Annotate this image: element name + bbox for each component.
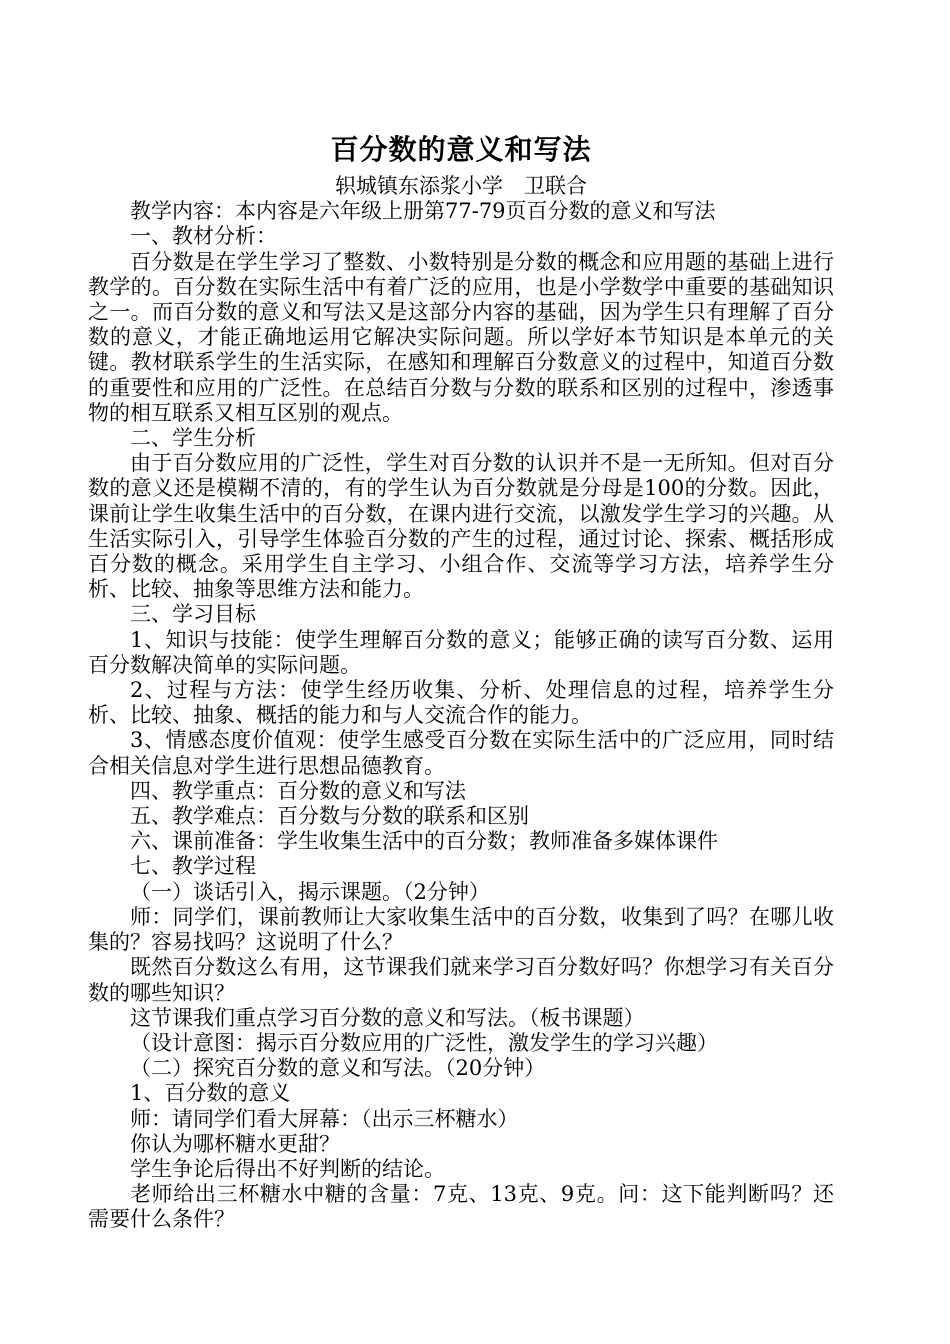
paragraph: 2、过程与方法：使学生经历收集、分析、处理信息的过程，培养学生分析、比较、抽象、概括的能力和与人交流合作的能力。	[88, 678, 834, 728]
paragraph: 由于百分数应用的广泛性，学生对百分数的认识并不是一无所知。但对百分数的意义还是模糊不清的，有的学生认为百分数就是分母是100的分数。因此，课前让学生收集生活中的百分数，在课内进行交流，以激发学生学习的兴趣。从生活实际引入，引导学生体验百分数的产生的过程，通过讨论、探索、概括形成百分数的概念。采用学生自主学习、小组合作、交流等学习方法，培养学生分析、比较、抽象等思维方法和能力。	[88, 451, 834, 602]
subsection-heading: （一）谈话引入，揭示课题。（2分钟）	[130, 879, 490, 904]
paragraph: 教学内容：本内容是六年级上册第77-79页百分数的意义和写法	[130, 199, 716, 224]
paragraph: 你认为哪杯糖水更甜？	[130, 1131, 340, 1156]
paragraph: 老师给出三杯糖水中糖的含量：7克、13克、9克。问：这下能判断吗？还需要什么条件？	[88, 1182, 834, 1232]
section-heading: 四、教学重点：百分数的意义和写法	[130, 778, 466, 803]
document-body	[88, 199, 834, 1232]
paragraph: 既然百分数这么有用，这节课我们就来学习百分数好吗？你想学习有关百分数的哪些知识？	[88, 955, 834, 1005]
document-title: 百分数的意义和写法	[330, 133, 592, 166]
paragraph: 3、情感态度价值观：使学生感受百分数在实际生活中的广泛应用，同时结合相关信息对学生进行思想品德教育。	[88, 728, 834, 778]
paragraph: 这节课我们重点学习百分数的意义和写法。（板书课题）	[130, 1005, 645, 1030]
paragraph: 师：请同学们看大屏幕：（出示三杯糖水）	[130, 1106, 519, 1131]
paragraph: 百分数是在学生学习了整数、小数特别是分数的概念和应用题的基础上进行教学的。百分数在实际生活中有着广泛的应用，也是小学数学中重要的基础知识之一。而百分数的意义和写法又是这部分内容的基础，因为学生只有理解了百分数的意义，才能正确地运用它解决实际问题。所以学好本节知识是本单元的关键。教材联系学生的生活实际，在感知和理解百分数意义的过程中，知道百分数的重要性和应用的广泛性。在总结百分数与分数的联系和区别的过程中，渗透事物的相互联系又相互区别的观点。	[88, 249, 834, 425]
paragraph: 学生争论后得出不好判断的结论。	[130, 1156, 445, 1181]
section-heading: 七、教学过程	[130, 854, 256, 879]
document-page	[88, 128, 834, 1233]
paragraph: 1、百分数的意义	[130, 1081, 291, 1106]
subsection-heading: （二）探究百分数的意义和写法。（20分钟）	[130, 1056, 546, 1081]
paragraph: 1、知识与技能：使学生理解百分数的意义；能够正确的读写百分数、运用百分数解决简单的实际问题。	[88, 627, 834, 677]
section-heading: 一、教材分析：	[130, 224, 277, 249]
section-heading: 二、学生分析	[130, 426, 256, 451]
section-heading: 五、教学难点：百分数与分数的联系和区别	[130, 804, 529, 829]
author-line: 轵城镇东添浆小学 卫联合	[335, 174, 587, 198]
paragraph: （设计意图：揭示百分数应用的广泛性，激发学生的学习兴趣）	[130, 1030, 718, 1055]
paragraph: 师：同学们，课前教师让大家收集生活中的百分数，收集到了吗？在哪儿收集的？容易找吗？这说明了什么？	[88, 904, 834, 955]
section-heading: 六、课前准备：学生收集生活中的百分数；教师准备多媒体课件	[130, 829, 718, 854]
section-heading: 三、学习目标	[130, 602, 256, 627]
